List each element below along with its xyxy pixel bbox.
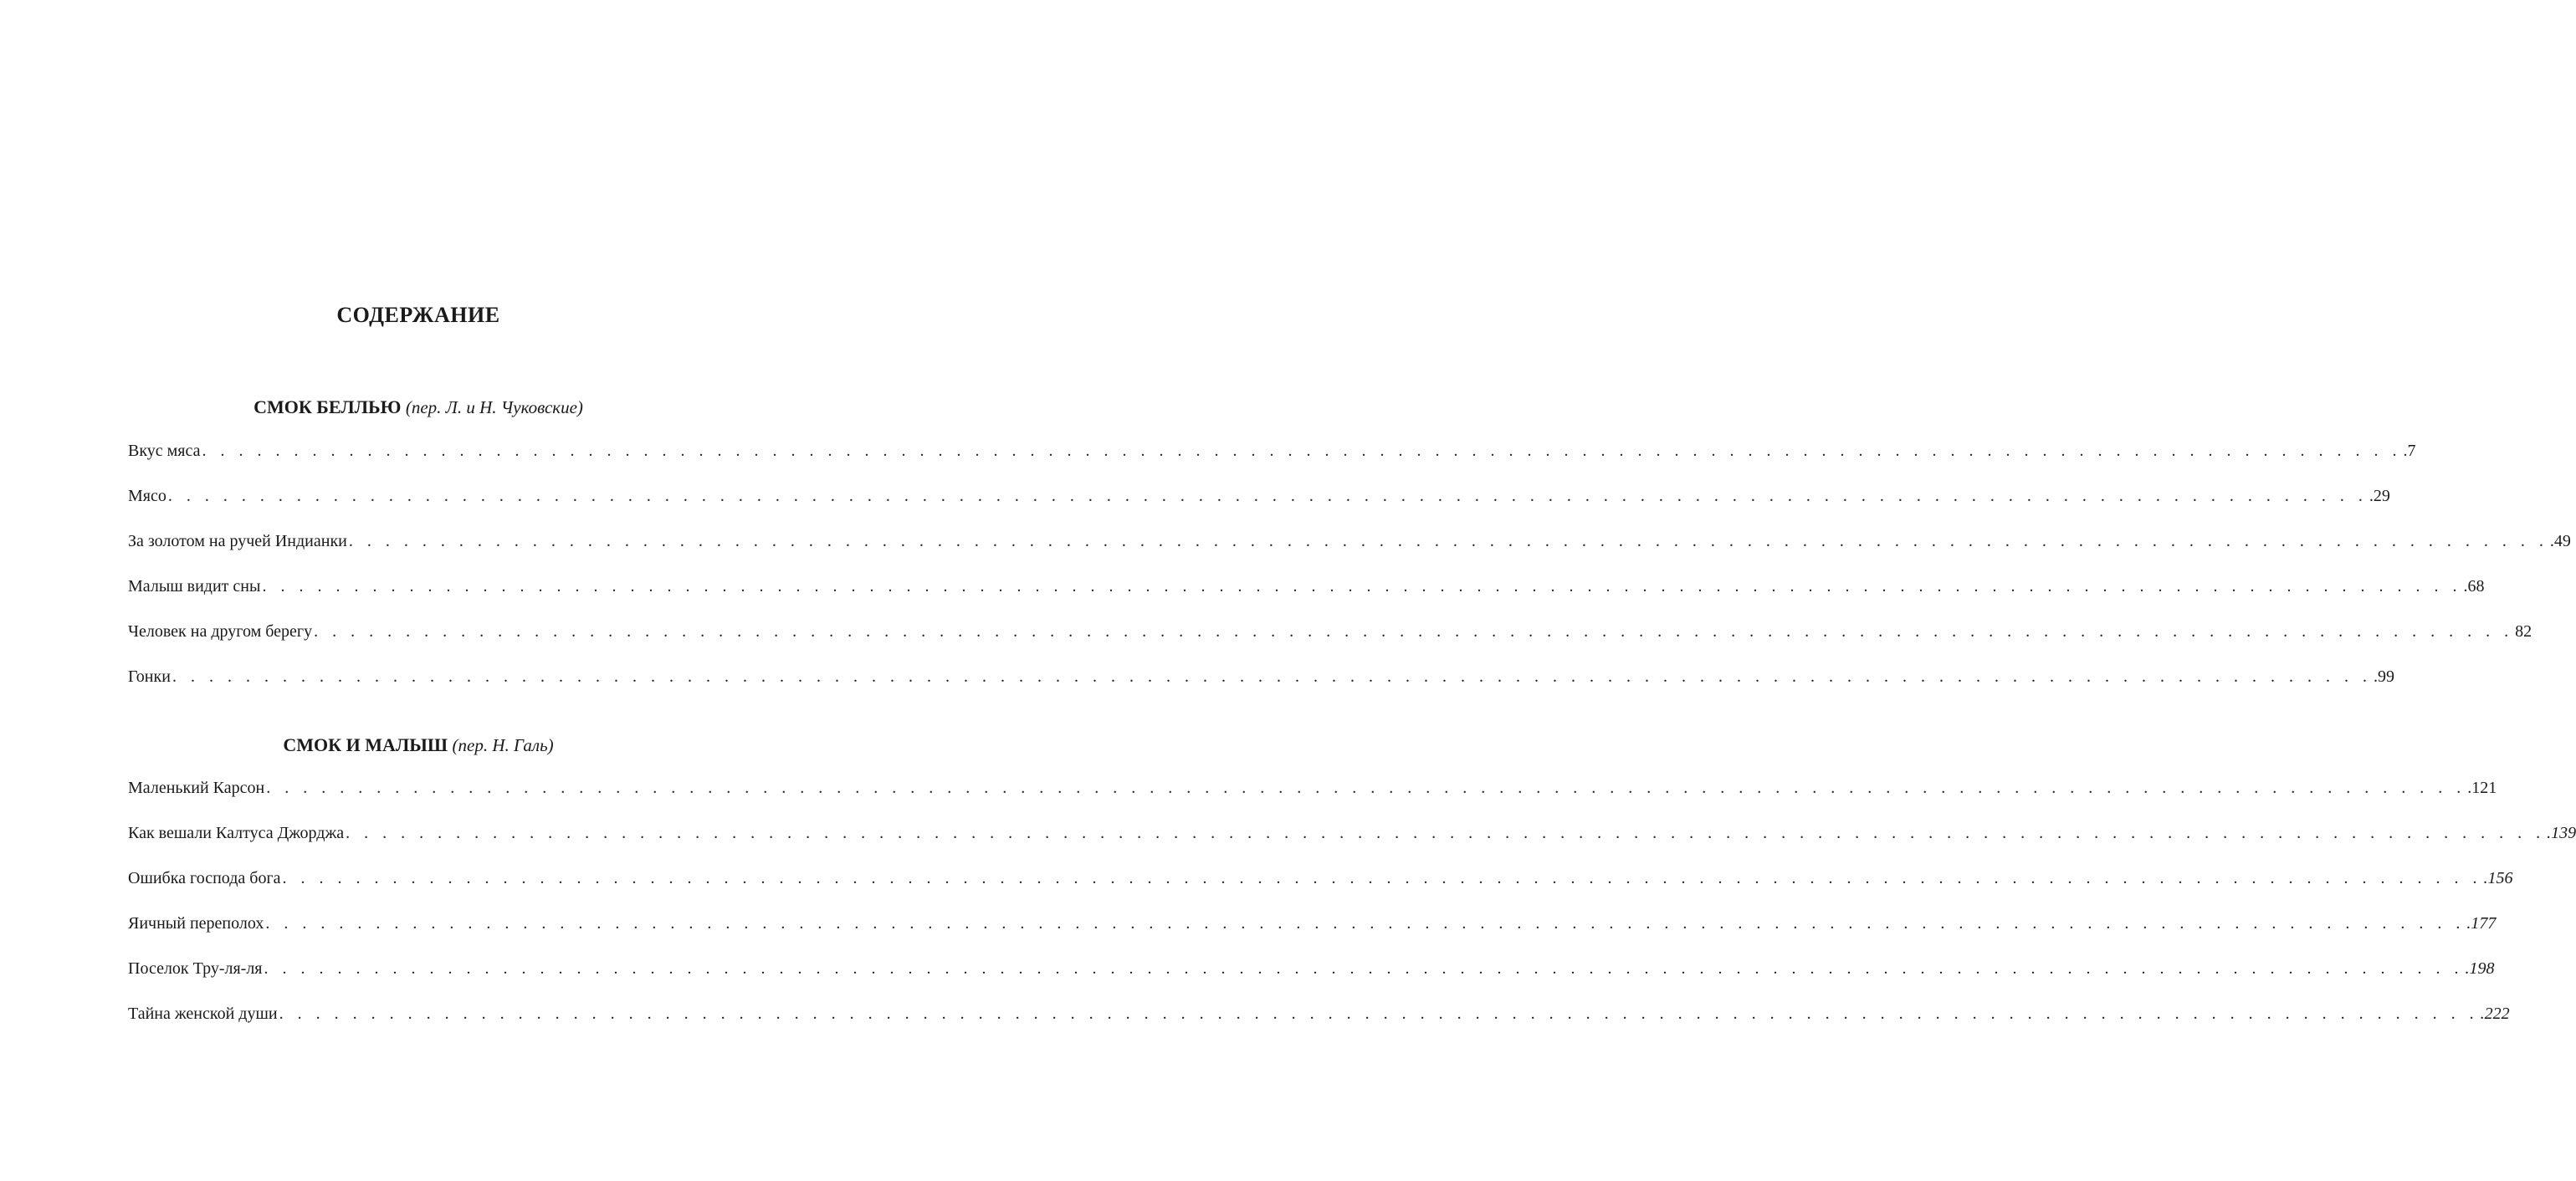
entry-title: Маленький Карсон <box>128 779 265 797</box>
toc-entry[interactable] <box>128 959 2495 1005</box>
section-title: СМОК И МАЛЫШ <box>283 734 448 755</box>
entry-title: Малыш видит сны <box>128 577 261 596</box>
entry-page-number: .177 <box>2466 914 2497 933</box>
toc-entry[interactable] <box>128 824 2576 869</box>
entry-page-number: .7 <box>2403 442 2416 460</box>
entry-page-number: .29 <box>2369 487 2390 505</box>
toc-entry[interactable] <box>128 1005 2510 1050</box>
leader-dots: . . . . . . . . . . . . . . . . . . . . . . . . . . . . . . . . . . . . . . . . . . . . . . . . . . . . . . . . . . . . . . . . . . . . . . . . . . . . . . . . . . . . . . . . . . . . . . . . . . . . . . . . . . . . . . . . . . . . . . . . <box>346 824 2546 842</box>
toc-entry[interactable] <box>128 577 2485 622</box>
leader-dots: . . . . . . . . . . . . . . . . . . . . . . . . . . . . . . . . . . . . . . . . . . . . . . . . . . . . . . . . . . . . . . . . . . . . . . . . . . . . . . . . . . . . . . . . . . . . . . . . . . . . . . . . . . . . . . . . . . . . . . . . <box>264 959 2464 978</box>
entry-title: Ошибка господа бога <box>128 869 281 887</box>
toc-entry[interactable] <box>128 869 2513 914</box>
entry-title: Как вешали Калтуса Джорджа <box>128 824 345 842</box>
entry-page-number: .198 <box>2465 959 2495 978</box>
entry-title: Гонки <box>128 667 171 686</box>
entry-page-number: .222 <box>2480 1005 2510 1023</box>
toc-entry[interactable] <box>128 667 2394 713</box>
leader-dots: . . . . . . . . . . . . . . . . . . . . . . . . . . . . . . . . . . . . . . . . . . . . . . . . . . . . . . . . . . . . . . . . . . . . . . . . . . . . . . . . . . . . . . . . . . . . . . . . . . . . . . . . . . . . . . . . . . . . . . . . <box>314 622 2514 641</box>
section-heading <box>0 396 837 418</box>
toc-entry[interactable] <box>128 487 2390 532</box>
toc-entry[interactable] <box>128 622 2532 667</box>
section-translator: (пер. Л. и Н. Чуковские) <box>405 397 583 417</box>
entry-page-number: 82 <box>2515 622 2532 641</box>
leader-dots: . . . . . . . . . . . . . . . . . . . . . . . . . . . . . . . . . . . . . . . . . . . . . . . . . . . . . . . . . . . . . . . . . . . . . . . . . . . . . . . . . . . . . . . . . . . . . . . . . . . . . . . . . . . . . . . . . . . . . . . . <box>282 869 2482 887</box>
entry-title: Тайна женской души <box>128 1005 278 1023</box>
leader-dots: . . . . . . . . . . . . . . . . . . . . . . . . . . . . . . . . . . . . . . . . . . . . . . . . . . . . . . . . . . . . . . . . . . . . . . . . . . . . . . . . . . . . . . . . . . . . . . . . . . . . . . . . . . . . . . . . . . . . . . . . <box>167 487 2368 505</box>
leader-dots: . . . . . . . . . . . . . . . . . . . . . . . . . . . . . . . . . . . . . . . . . . . . . . . . . . . . . . . . . . . . . . . . . . . . . . . . . . . . . . . . . . . . . . . . . . . . . . . . . . . . . . . . . . . . . . . . . . . . . . . . <box>172 667 2372 686</box>
toc-list <box>128 442 2571 713</box>
leader-dots: . . . . . . . . . . . . . . . . . . . . . . . . . . . . . . . . . . . . . . . . . . . . . . . . . . . . . . . . . . . . . . . . . . . . . . . . . . . . . . . . . . . . . . . . . . . . . . . . . . . . . . . . . . . . . . . . . . . . . . . . <box>262 577 2462 596</box>
entry-page-number: .139 <box>2547 824 2576 842</box>
entry-page-number: .68 <box>2463 577 2485 596</box>
section-heading <box>0 734 837 756</box>
leader-dots: . . . . . . . . . . . . . . . . . . . . . . . . . . . . . . . . . . . . . . . . . . . . . . . . . . . . . . . . . . . . . . . . . . . . . . . . . . . . . . . . . . . . . . . . . . . . . . . . . . . . . . . . . . . . . . . . . . . . . . . . <box>348 532 2548 550</box>
toc-entry[interactable] <box>128 442 2416 487</box>
leader-dots: . . . . . . . . . . . . . . . . . . . . . . . . . . . . . . . . . . . . . . . . . . . . . . . . . . . . . . . . . . . . . . . . . . . . . . . . . . . . . . . . . . . . . . . . . . . . . . . . . . . . . . . . . . . . . . . . . . . . . . . . <box>266 779 2466 797</box>
entry-title: За золотом на ручей Индианки <box>128 532 347 550</box>
entry-title: Мясо <box>128 487 166 505</box>
entry-title: Яичный переполох <box>128 914 264 933</box>
toc-entry[interactable] <box>128 779 2497 824</box>
entry-page-number: .49 <box>2549 532 2571 550</box>
toc-entry[interactable] <box>128 914 2497 959</box>
leader-dots: . . . . . . . . . . . . . . . . . . . . . . . . . . . . . . . . . . . . . . . . . . . . . . . . . . . . . . . . . . . . . . . . . . . . . . . . . . . . . . . . . . . . . . . . . . . . . . . . . . . . . . . . . . . . . . . . . . . . . . . . <box>265 914 2466 933</box>
entry-page-number: .121 <box>2467 779 2497 797</box>
entry-page-number: .156 <box>2483 869 2513 887</box>
section-translator: (пер. Н. Галь) <box>452 735 554 755</box>
toc-list <box>128 779 2576 1050</box>
section-title: СМОК БЕЛЛЬЮ <box>254 396 402 417</box>
leader-dots: . . . . . . . . . . . . . . . . . . . . . . . . . . . . . . . . . . . . . . . . . . . . . . . . . . . . . . . . . . . . . . . . . . . . . . . . . . . . . . . . . . . . . . . . . . . . . . . . . . . . . . . . . . . . . . . . . . . . . . . . <box>279 1005 2479 1023</box>
toc-entry[interactable] <box>128 532 2571 577</box>
entry-page-number: .99 <box>2373 667 2394 686</box>
entry-title: Человек на другом берегу <box>128 622 313 641</box>
entry-title: Поселок Тру-ля-ля <box>128 959 263 978</box>
leader-dots: . . . . . . . . . . . . . . . . . . . . . . . . . . . . . . . . . . . . . . . . . . . . . . . . . . . . . . . . . . . . . . . . . . . . . . . . . . . . . . . . . . . . . . . . . . . . . . . . . . . . . . . . . . . . . . . . . . . . . . . . <box>202 442 2402 460</box>
page-title: СОДЕРЖАНИЕ <box>336 303 500 327</box>
entry-title: Вкус мяса <box>128 442 201 460</box>
